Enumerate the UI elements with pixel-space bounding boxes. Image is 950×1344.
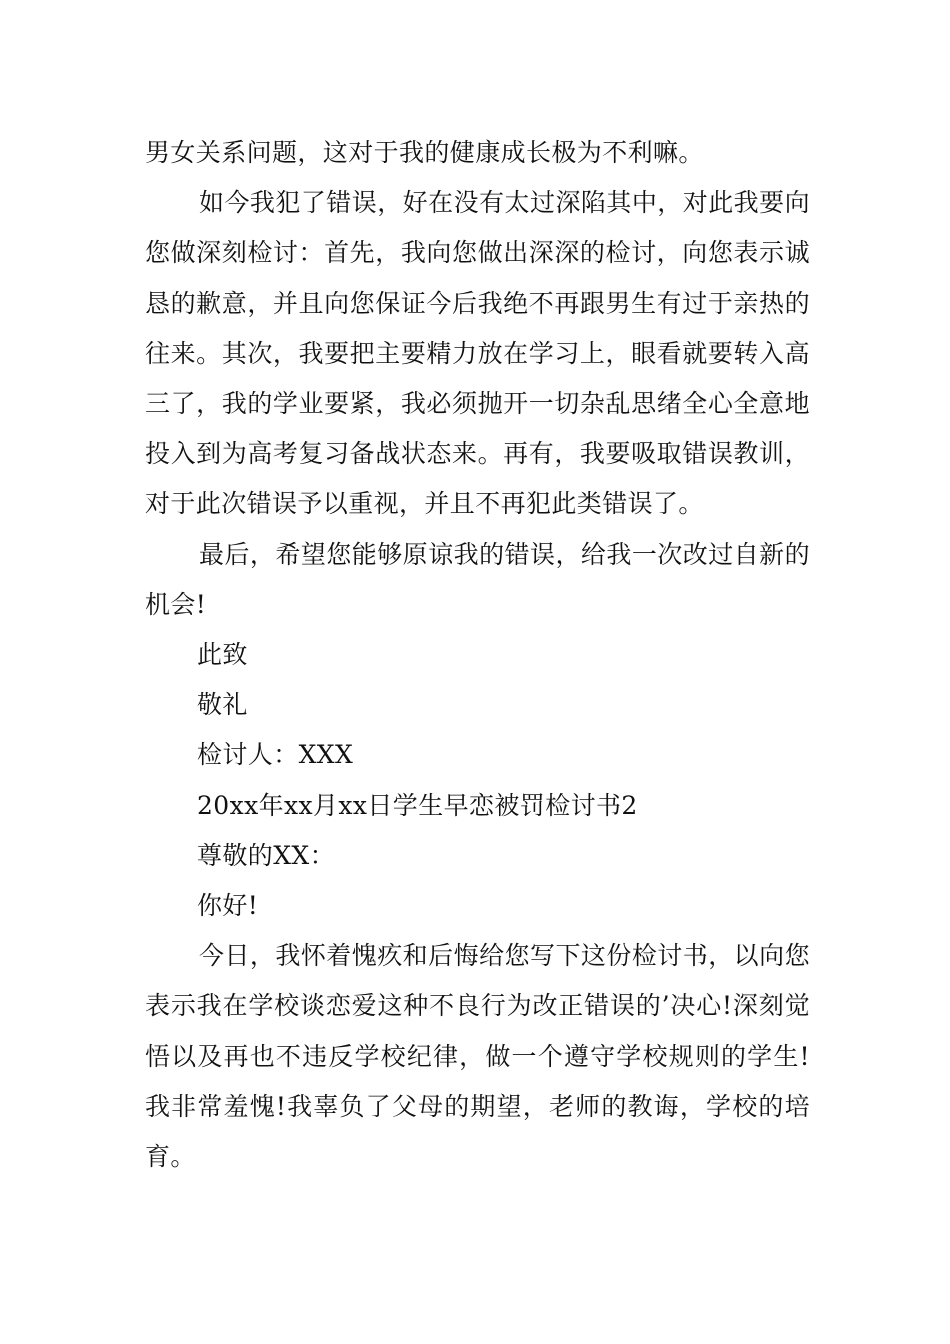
paragraph-continuation: 男女关系问题，这对于我的健康成长极为不利嘛。 [145, 138, 704, 167]
paragraph-letter-body: 今日，我怀着愧疚和后悔给您写下这份检讨书，以向您表示我在学校谈恋爱这种不良行为改正错误的’决心!深刻觉悟以及再也不违反学校纪律，做一个遵守学校规则的学生!我非常羞愧!我辜负了父母的期望，老师的教诲，学校的培育。 [145, 941, 810, 1172]
signature-line: 检讨人：XXX [197, 740, 354, 770]
paragraph-self-review: 如今我犯了错误，好在没有太过深陷其中，对此我要向您做深刻检讨：首先，我向您做出深深的检讨，向您表示诚恳的歉意，并且向您保证今后我绝不再跟男生有过于亲热的往来。其次，我要把主要精力放在学习上，眼看就要转入高三了，我的学业要紧，我必须抛开一切杂乱思绪全心全意地投入到为高考复习备战状态来。再有，我要吸取错误教训，对于此次错误予以重视，并且不再犯此类错误了。 [145, 188, 810, 519]
closing-jingli: 敬礼 [197, 690, 248, 720]
document-body [145, 128, 810, 1182]
salutation: 尊敬的XX： [197, 840, 335, 870]
closing-cizhi: 此致 [197, 640, 248, 670]
greeting: 你好! [197, 891, 259, 921]
date-and-next-title: 20xx年xx月xx日学生早恋被罚检讨书2 [197, 790, 638, 820]
paragraph-final-request: 最后，希望您能够原谅我的错误，给我一次改过自新的机会! [145, 539, 810, 619]
